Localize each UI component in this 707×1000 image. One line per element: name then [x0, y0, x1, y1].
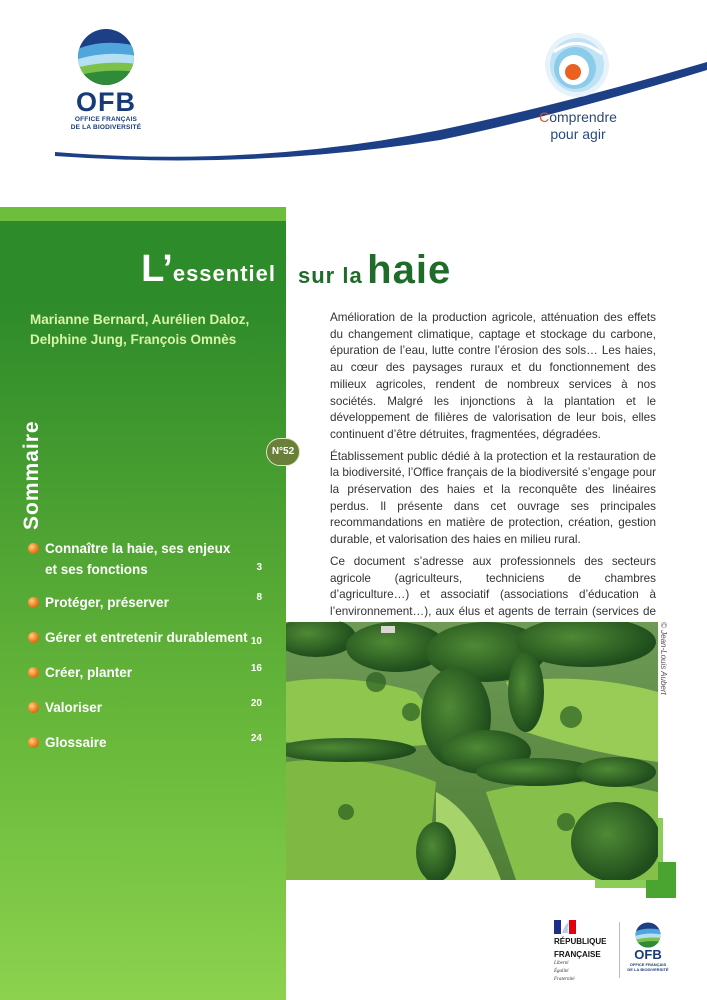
summary-heading-text: Sommaire: [20, 420, 43, 530]
authors-line2: Delphine Jung, François Omnès: [30, 332, 237, 347]
table-of-contents: [28, 538, 268, 754]
rf-motto-1: Liberté: [554, 961, 569, 966]
toc-page: 3: [256, 562, 262, 573]
toc-item-valoriser[interactable]: [28, 697, 268, 719]
small-ofb-acronym: OFB: [634, 947, 662, 962]
title-word-l: L’: [141, 248, 173, 290]
tagline-first-letter: C: [539, 109, 550, 125]
photo-credit-text: © Jean-Louis Aubert: [659, 622, 668, 695]
ofb-small-logo[interactable]: [626, 922, 670, 972]
intro-text: [330, 310, 656, 659]
intro-paragraph-1: Amélioration de la production agricole, atténuation des effets du changement climatique, captage et stockage du carbone, épuration de l’eau, lutte contre l’érosion des sols… Les haies, au cœur des paysages ruraux et du fonctionnement des milieux agricoles, rendent de nombreux services à nos sociétés. Malgré les injonctions à la plantation et le développement de filières de valorisation de leur bois, elles continuent d’être détruites, fragmentées, dégradées.: [330, 311, 656, 441]
aerial-hedge-photo-illustration: [286, 622, 658, 880]
ofb-small-logo-mark-icon: [635, 922, 661, 948]
title-word-haie: haie: [367, 248, 452, 292]
orange-bullet-icon: [28, 597, 39, 608]
orange-bullet-icon: [28, 737, 39, 748]
toc-page: 16: [250, 663, 262, 674]
title-left: [0, 248, 276, 291]
authors: [30, 310, 275, 350]
aerial-hedge-photo: [286, 622, 658, 880]
authors-line1: Marianne Bernard, Aurélien Daloz,: [30, 312, 250, 327]
panel-top-strip: [0, 207, 286, 221]
tagline-line1: omprendre: [549, 109, 617, 125]
intro-paragraph-2: Établissement public dédié à la protection et la restauration de la biodiversité, l’Office français de la biodiversité s’engage pour la préservation des haies et la reconquête des linéaires perdus. Il présente dans cet ouvrage ses principales recommandations en matière de protection, création, gestion durable, et valorisation des haies en milieu rural.: [330, 449, 656, 547]
logo-subtitle-line2: DE LA BIODIVERSITÉ: [70, 124, 142, 131]
toc-page: 10: [250, 636, 262, 647]
toc-page: 20: [250, 698, 262, 709]
republique-francaise-logo[interactable]: [554, 920, 618, 983]
orange-bullet-icon: [28, 632, 39, 643]
toc-item-connaitre[interactable]: [28, 538, 268, 580]
orange-bullet-icon: [28, 543, 39, 554]
marianne-flag-icon: [554, 920, 576, 934]
rf-motto-2: Égalité: [554, 969, 569, 974]
summary-heading: [20, 410, 48, 530]
toc-item-glossaire[interactable]: [28, 732, 268, 754]
rf-name-line2: FRANÇAISE: [554, 949, 601, 959]
toc-label: Valoriser: [45, 700, 103, 715]
toc-page: 24: [250, 733, 262, 744]
logo-acronym: OFB: [76, 87, 136, 117]
photo-credit: [656, 622, 670, 712]
toc-label: Connaître la haie, ses enjeux et ses fonctions: [45, 541, 231, 577]
title-right: [298, 248, 451, 293]
toc-item-creer[interactable]: [28, 662, 268, 684]
orange-bullet-icon: [28, 702, 39, 713]
intro-paragraph-3: Ce document s’adresse aux professionnels des secteurs agricole (agriculteurs, techniciens de chambres d’agriculture…) et associatif (associations d’éducation à l’environnement…), aux élus et agents de terrain (services de: [330, 554, 656, 618]
toc-item-gerer[interactable]: [28, 627, 268, 649]
tagline: [524, 109, 632, 143]
orange-bullet-icon: [28, 667, 39, 678]
toc-label: Créer, planter: [45, 665, 133, 680]
title-word-essentiel: essentiel: [172, 261, 276, 286]
toc-label: Protéger, préserver: [45, 595, 169, 610]
small-ofb-line2: DE LA BIODIVERSITÉ: [627, 967, 669, 972]
rf-motto-3: Fraternité: [554, 977, 575, 982]
footer-logo-divider: [619, 922, 620, 978]
tagline-line2: pour agir: [550, 126, 606, 142]
toc-label: Gérer et entretenir durablement: [45, 630, 248, 645]
comprendre-pour-agir-icon: [544, 32, 610, 98]
title-word-sur-la: sur la: [298, 263, 363, 288]
small-ofb-line1: OFFICE FRANÇAIS: [629, 962, 667, 967]
logo-subtitle-line1: OFFICE FRANÇAIS: [74, 116, 138, 123]
toc-label: Glossaire: [45, 735, 107, 750]
rf-name-line1: RÉPUBLIQUE: [554, 937, 607, 946]
issue-number-badge: N°52: [266, 438, 300, 466]
toc-page: 8: [256, 592, 262, 603]
toc-item-proteger[interactable]: [28, 592, 268, 614]
